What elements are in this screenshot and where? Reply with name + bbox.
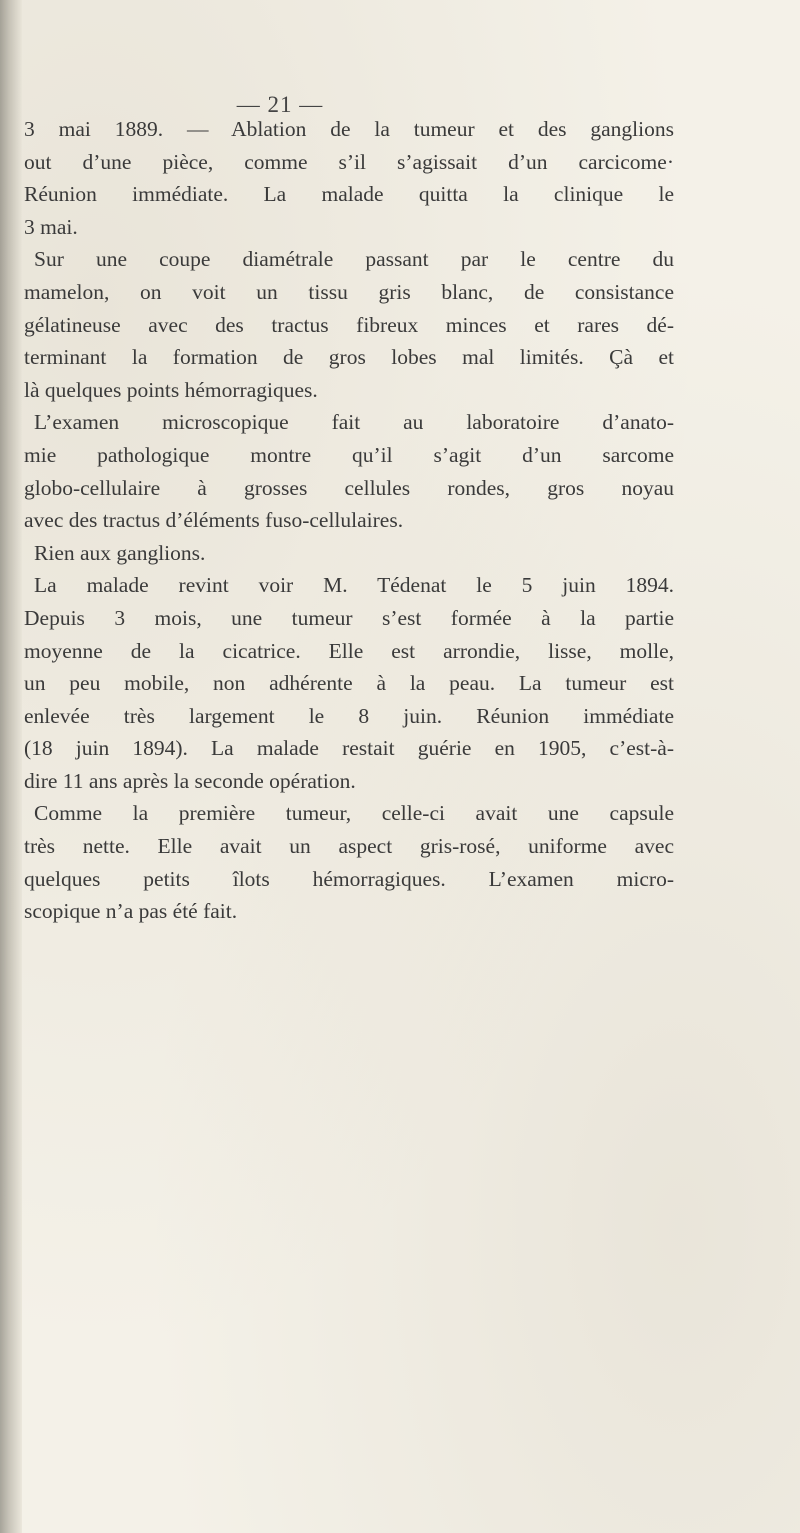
text-line: mamelon, on voit un tissu gris blanc, de consistance	[24, 279, 674, 304]
text-line: mie pathologique montre qu’il s’agit d’un sarcome	[24, 442, 674, 467]
text-line: là quelques points hémorragiques.	[24, 377, 318, 402]
text-line: (18 juin 1894). La malade restait guérie en 1905, c’est-à-	[24, 736, 674, 761]
text-line: 3 mai 1889. — Ablation de la tumeur et des ganglions	[24, 117, 674, 141]
text-line: La malade revint voir M. Tédenat le 5 juin 1894.	[34, 573, 674, 598]
text-line: scopique n’a pas été fait.	[24, 899, 238, 924]
page-number: — 21 —	[236, 92, 324, 117]
text-line: très nette. Elle avait un aspect gris-rosé, uniforme avec	[24, 834, 674, 859]
text-line: gélatineuse avec des tractus fibreux minces et rares dé-	[24, 312, 674, 337]
text-line: globo-cellulaire à grosses cellules rondes, gros noyau	[24, 475, 674, 500]
text-line: 3 mai.	[24, 214, 78, 239]
text-line: out d’une pièce, comme s’il s’agissait d’un carcicome·	[24, 149, 674, 174]
text-line: L’examen microscopique fait au laboratoire d’anato-	[34, 410, 674, 435]
text-line: dire 11 ans après la seconde opération.	[24, 768, 356, 793]
text-line: Sur une coupe diamétrale passant par le centre du	[34, 247, 674, 272]
book-spine-shadow	[0, 0, 22, 1533]
text-line: enlevée très largement le 8 juin. Réunion immédiate	[24, 703, 674, 728]
text-line: quelques petits îlots hémorragiques. L’examen micro-	[24, 866, 674, 891]
text-line: avec des tractus d’éléments fuso-cellulaires.	[24, 508, 404, 533]
text-line: Comme la première tumeur, celle-ci avait une capsule	[34, 801, 674, 826]
text-line: un peu mobile, non adhérente à la peau. La tumeur est	[24, 671, 674, 696]
text-line: Rien aux ganglions.	[34, 540, 206, 565]
text-line: terminant la formation de gros lobes mal limités. Çà et	[24, 345, 674, 370]
text-line: moyenne de la cicatrice. Elle est arrondie, lisse, molle,	[24, 638, 674, 663]
text-line: Réunion immédiate. La malade quitta la clinique le	[24, 182, 674, 207]
body-text	[24, 113, 674, 928]
text-line: Depuis 3 mois, une tumeur s’est formée à la partie	[24, 605, 674, 630]
